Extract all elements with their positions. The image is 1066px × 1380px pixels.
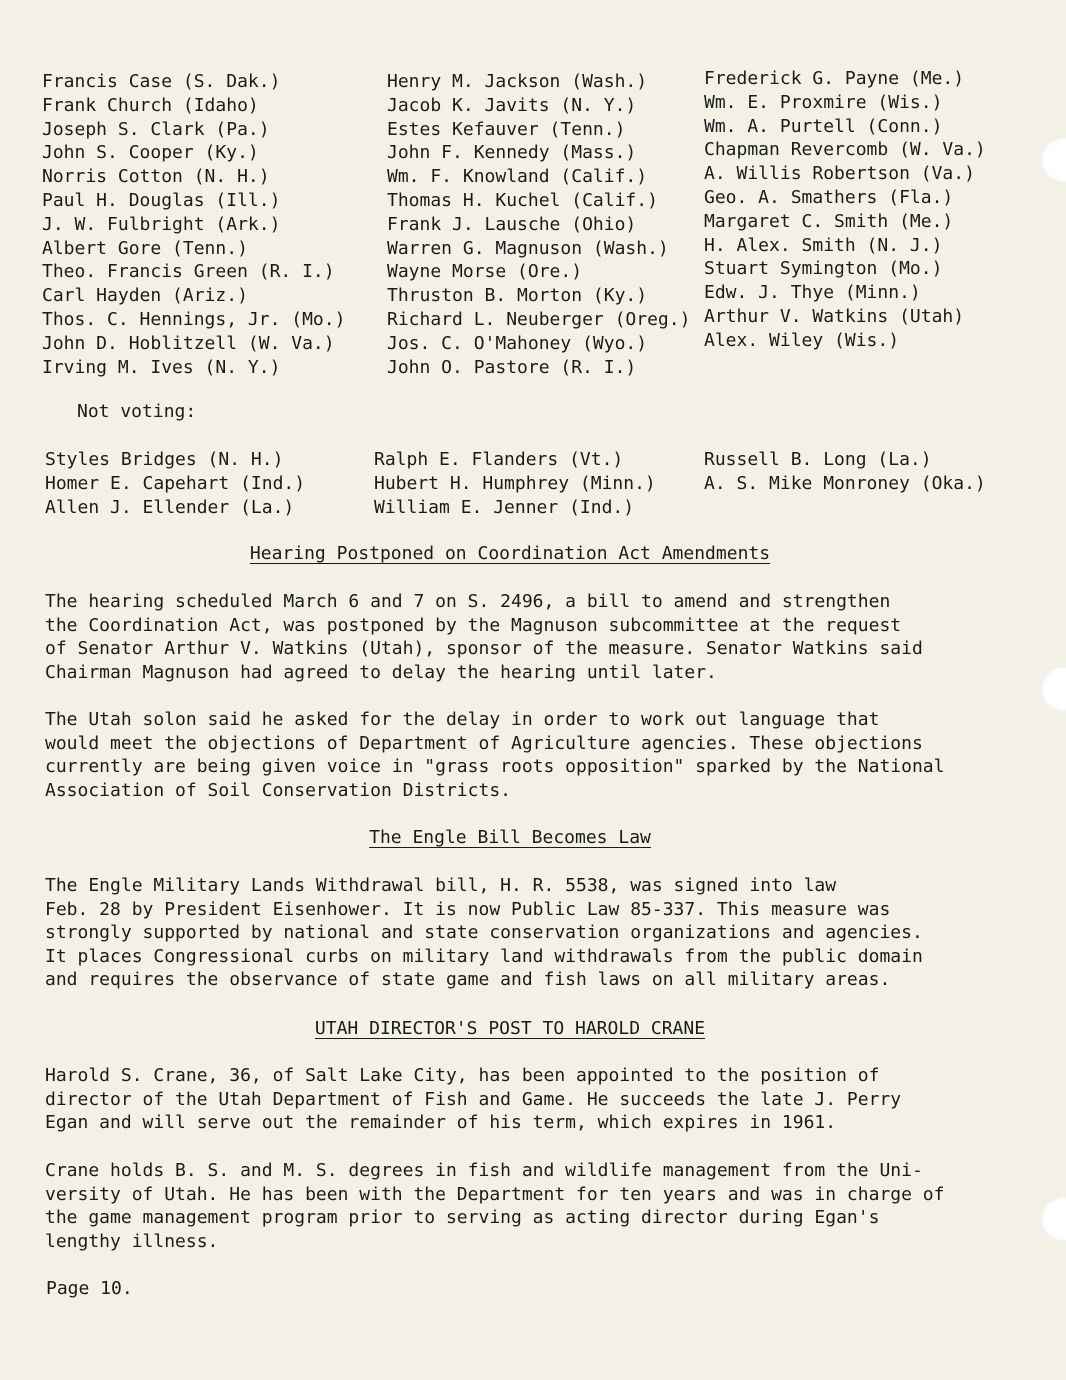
binder-hole — [1040, 667, 1066, 711]
senator-name: Frank J. Lausche (Ohio) — [387, 213, 637, 235]
senator-name: Paul H. Douglas (Ill.) — [42, 189, 281, 211]
senator-name: Norris Cotton (N. H.) — [42, 166, 270, 188]
not-voting-column-1 — [45, 448, 305, 519]
senator-name: Henry M. Jackson (Wash.) — [387, 71, 648, 92]
senator-name: Wm. E. Proxmire (Wis.) — [704, 91, 943, 113]
senator-name: Jos. C. O'Mahoney (Wyo.) — [387, 332, 648, 354]
senator-name: Edw. J. Thye (Minn.) — [704, 282, 921, 304]
senator-name: Ralph E. Flanders (Vt.) — [374, 449, 624, 470]
senator-name: Styles Bridges (N. H.) — [45, 449, 284, 470]
senator-name: John F. Kennedy (Mass.) — [387, 142, 637, 164]
senator-name: Frederick G. Payne (Me.) — [704, 68, 965, 89]
senator-name: Joseph S. Clark (Pa.) — [42, 118, 270, 140]
senator-name: Thomas H. Kuchel (Calif.) — [387, 189, 658, 211]
paragraph-coordination-act-1: The hearing scheduled March 6 and 7 on S. 2496, a bill to amend and strengthen the Coordination Act, was postponed by the Magnuson subcommittee at the request of Senator Arthur V. Watkins (Utah), sponsor of the measure. Senator Watkins said Chairman Magnuson had agreed to delay the hearing until later. — [45, 591, 923, 683]
senator-name: Chapman Revercomb (W. Va.) — [704, 139, 986, 161]
senator-name: A. S. Mike Monroney (Oka.) — [704, 472, 986, 494]
senator-name: Stuart Symington (Mo.) — [704, 258, 943, 280]
senator-name: Hubert H. Humphrey (Minn.) — [374, 472, 656, 494]
senator-name: Margaret C. Smith (Me.) — [704, 210, 954, 232]
senator-name: Alex. Wiley (Wis.) — [704, 329, 900, 351]
senator-name: John O. Pastore (R. I.) — [387, 356, 637, 378]
senator-name: John D. Hoblitzell (W. Va.) — [42, 332, 335, 354]
senator-name: A. Willis Robertson (Va.) — [704, 163, 975, 185]
senator-name: Thos. C. Hennings, Jr. (Mo.) — [42, 308, 346, 330]
senator-name: Estes Kefauver (Tenn.) — [387, 118, 626, 140]
senator-name: Thruston B. Morton (Ky.) — [387, 285, 648, 307]
senator-name: Warren G. Magnuson (Wash.) — [387, 237, 669, 259]
section-heading-coordination-act: Hearing Postponed on Coordination Act Amendments — [249, 543, 771, 564]
senator-name: J. W. Fulbright (Ark.) — [42, 213, 281, 235]
not-voting-label: Not voting: — [77, 401, 197, 422]
page-number: Page 10. — [46, 1278, 133, 1299]
senator-name: Wayne Morse (Ore.) — [387, 261, 583, 283]
senator-name: H. Alex. Smith (N. J.) — [704, 234, 943, 256]
senator-name: Russell B. Long (La.) — [704, 449, 932, 470]
binder-hole — [1040, 1197, 1066, 1241]
senator-name: Theo. Francis Green (R. I.) — [42, 261, 335, 283]
voting-list-column-1 — [42, 70, 345, 379]
senator-name: Wm. A. Purtell (Conn.) — [704, 115, 943, 137]
senator-name: Carl Hayden (Ariz.) — [42, 285, 248, 307]
senator-name: Richard L. Neuberger (Oreg.) — [387, 308, 691, 330]
senator-name: William E. Jenner (Ind.) — [374, 496, 635, 518]
paragraph-utah-director-1: Harold S. Crane, 36, of Salt Lake City, has been appointed to the position of director of the Utah Department of Fish and Game. He succeeds the late J. Perry Egan and will serve out the remainder of his term, which expires in 1961. — [45, 1065, 902, 1134]
binder-hole — [1040, 138, 1066, 182]
senator-name: John S. Cooper (Ky.) — [42, 142, 259, 164]
paragraph-engle-bill: The Engle Military Lands Withdrawal bill, H. R. 5538, was signed into law Feb. 28 by President Eisenhower. It is now Public Law 85-337. This measure was strongly supported by national and state conservation organizations and agencies. It places Congressional curbs on military land withdrawals from the public domain and requires the observance of state game and fish laws on all military areas. — [45, 875, 923, 991]
senator-name: Frank Church (Idaho) — [42, 94, 259, 116]
senator-name: Geo. A. Smathers (Fla.) — [704, 186, 954, 208]
paragraph-coordination-act-2: The Utah solon said he asked for the delay in order to work out language that would meet the objections of Department of Agriculture agencies. These objections currently are being given voice in "grass roots opposition" sparked by the National Association of Soil Conservation Districts. — [45, 709, 945, 801]
not-voting-column-3 — [704, 448, 986, 496]
senator-name: Albert Gore (Tenn.) — [42, 237, 248, 259]
senator-name: Homer E. Capehart (Ind.) — [45, 472, 306, 494]
senator-name: Francis Case (S. Dak.) — [42, 71, 281, 92]
senator-name: Jacob K. Javits (N. Y.) — [387, 94, 637, 116]
senator-name: Arthur V. Watkins (Utah) — [704, 305, 965, 327]
senator-name: Allen J. Ellender (La.) — [45, 496, 295, 518]
senator-name: Wm. F. Knowland (Calif.) — [387, 166, 648, 188]
voting-list-column-2 — [387, 70, 690, 379]
paragraph-utah-director-2: Crane holds B. S. and M. S. degrees in fish and wildlife management from the Uni- versity of Utah. He has been with the Department for ten years and was in charge of the game management program prior to serving as acting director during Egan's lengthy illness. — [45, 1160, 945, 1252]
section-heading-utah-director: UTAH DIRECTOR'S POST TO HAROLD CRANE — [314, 1018, 706, 1039]
senator-name: Irving M. Ives (N. Y.) — [42, 356, 281, 378]
not-voting-column-2 — [374, 448, 656, 519]
section-heading-engle-bill: The Engle Bill Becomes Law — [369, 827, 651, 848]
voting-list-column-3 — [704, 67, 986, 353]
